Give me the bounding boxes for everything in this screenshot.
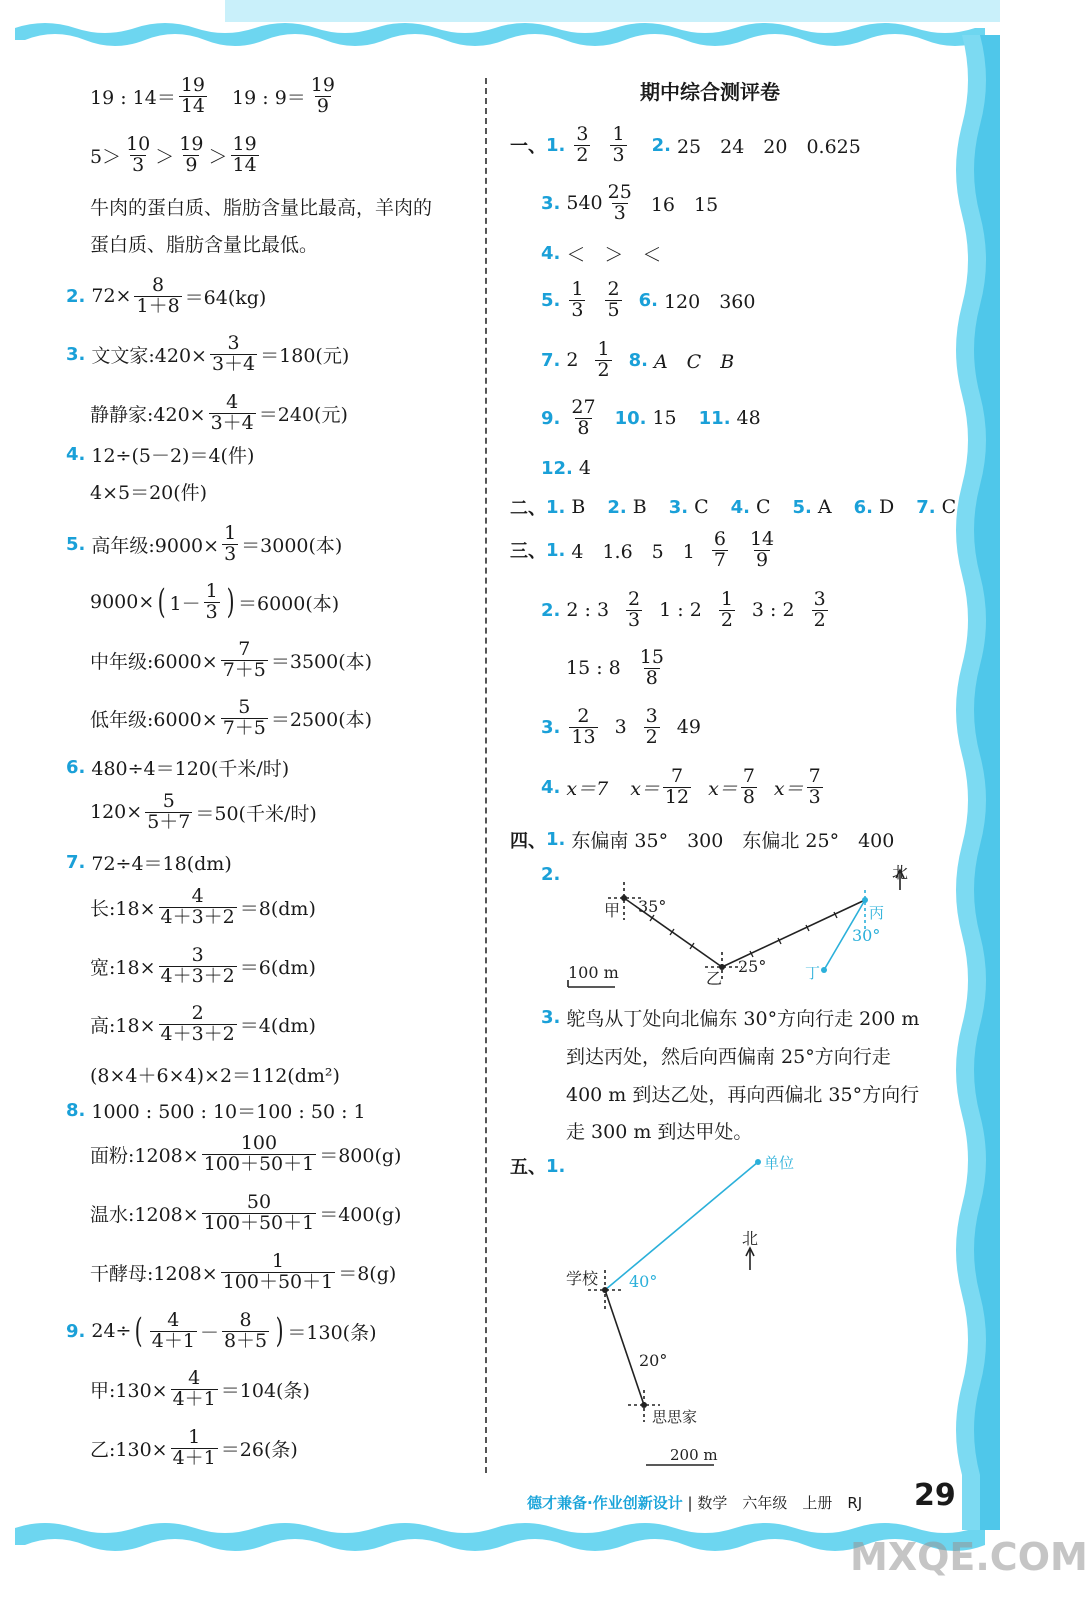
answer-line: 3. 鸵鸟从丁处向北偏东 30°方向行走 200 m: [541, 1007, 920, 1030]
answer-line: 中年级:6000× $\frac{7}{7+5}$ ＝3500(本): [90, 638, 373, 681]
answer-line: 8. 1000 : 500 : 10＝100 : 50 : 1: [66, 1100, 366, 1123]
answer-line: 静静家:420× $\frac{4}{3+4}$ ＝240(元): [90, 391, 348, 434]
answer-line: 9. 27 8 10. 15 11. 48: [541, 396, 761, 439]
answer-line: 9. 24÷ ( 4 4＋1 － 8 8＋5 ) ＝130(条): [66, 1309, 377, 1352]
answer-line: 高:18× $\frac{2}{4+3+2}$ ＝4(dm): [90, 1002, 316, 1045]
answer-line: 6. 480÷4＝120(千米/时): [66, 757, 290, 780]
answer-line: 面粉:1208× $\frac{100}{100+50+1}$ ＝800(g): [90, 1132, 402, 1175]
point-ding-label: 丁: [805, 964, 821, 982]
answer-line: 宽:18× $\frac{3}{4+3+2}$ ＝6(dm): [90, 944, 316, 987]
angle-label: 25°: [738, 957, 767, 976]
answer-line: 一、 1. 3 2 1 3 2. 25 24 20 0.625: [510, 123, 861, 166]
unit-label: 单位: [764, 1154, 795, 1172]
point-bing-label: 丙: [869, 904, 885, 922]
page-footer: 德才兼备·作业创新设计 | 数学 六年级 上册 RJ: [527, 1494, 863, 1512]
answer-line: 120× $\frac{5}{5+7}$ ＝50(千米/时): [90, 790, 317, 833]
answer-line: 5. 1 3 2 5 6. 120 360: [541, 278, 756, 321]
footer-info: 数学 六年级 上册 RJ: [697, 1494, 863, 1512]
scale-label: 100 m: [568, 963, 619, 982]
answer-line: 温水:1208× $\frac{50}{100+50+1}$ ＝400(g): [90, 1191, 402, 1234]
answer-line: 3. 文文家:420× $\frac{3}{3+4}$ ＝180(元): [66, 332, 350, 375]
answer-text: 牛肉的蛋白质、脂肪含量比最高，羊肉的: [90, 197, 433, 219]
answer-line: 三、 1. 4 1.6 5 1 6 7 14 9: [510, 528, 775, 571]
answer-line: 3. 540 25 3 16 15: [541, 181, 719, 224]
fraction: 19 14: [232, 133, 257, 176]
angle-label: 20°: [639, 1351, 668, 1370]
answer-line: 4. 12÷(5－2)＝4(件): [66, 444, 255, 467]
answer-line: 7. 2 1 2 8. A C B: [541, 338, 735, 381]
answer-line: 7. 72÷4＝18(dm): [66, 852, 232, 875]
point-jia-label: 甲: [604, 901, 621, 920]
answer-line: 四、 1. 东偏南 35° 300 东偏北 25° 400: [510, 829, 895, 852]
angle-label: 35°: [638, 897, 667, 916]
page-title: 期中综合测评卷: [640, 80, 780, 104]
footer-brand: 德才兼备·作业创新设计: [527, 1494, 683, 1512]
north-label: 北: [891, 863, 909, 882]
answer-line: 二、 1. B 2. B 3. C 4. C 5. A 6. D 7. C: [510, 496, 957, 519]
answer-text: 400 m 到达乙处，再向西偏北 35°方向行: [566, 1084, 920, 1106]
route-diagram: [560, 860, 920, 995]
watermark: MXQE.COM: [850, 1535, 1088, 1579]
answer-text: 蛋白质、脂肪含量比最低。: [90, 234, 319, 256]
answer-line: 9000× ( 1－ 1 3 ) ＝6000(本): [90, 580, 340, 623]
answer-line: (8×4＋6×4)×2＝112(dm²): [90, 1065, 340, 1087]
home-label: 思思家: [652, 1408, 698, 1426]
answer-line: 15 : 8 15 8: [566, 646, 664, 689]
fraction: 19 14: [180, 74, 206, 117]
school-label: 学校: [566, 1269, 599, 1288]
answer-text: 走 300 m 到达甲处。: [566, 1121, 753, 1143]
north-label: 北: [741, 1229, 759, 1248]
point-yi-label: 乙: [706, 969, 723, 988]
answer-line: 4×5＝20(件): [90, 482, 208, 504]
angle-label: 40°: [629, 1272, 658, 1291]
school-route-diagram: [560, 1150, 820, 1470]
answer-line: 干酵母:1208× $\frac{1}{100+50+1}$ ＝8(g): [90, 1250, 397, 1293]
scale-label: 200 m: [670, 1446, 718, 1464]
answer-line: 五、 1.: [510, 1155, 566, 1178]
fraction: 19 9: [310, 74, 335, 117]
answer-line: 2. 2 : 3 2 3 1 : 2 1 2 3 : 2 3 2: [541, 588, 826, 631]
answer-line: 长:18× $\frac{4}{4+3+2}$ ＝8(dm): [90, 885, 316, 928]
fraction: 19 9: [179, 133, 204, 176]
answer-line: 3. 2 13 3 3 2 49: [541, 705, 701, 748]
answer-line: 甲:130× $\frac{4}{4+1}$ ＝104(条): [90, 1367, 310, 1410]
angle-label: 30°: [852, 926, 881, 945]
column-divider: [485, 78, 487, 1473]
answer-line: 5＞ 10 3 ＞ 19 9 ＞ 19 14: [90, 133, 257, 176]
answer-line: 乙:130× $\frac{1}{4+1}$ ＝26(条): [90, 1426, 298, 1469]
answer-line: 12. 4: [541, 457, 591, 479]
answer-line: 4. x＝7 x＝ 7 12 x＝ 7 8 x＝ 7 3: [541, 765, 821, 808]
answer-line: 5. 高年级:9000× $\frac{1}{3}$ ＝3000(本): [66, 522, 343, 565]
fraction: 10 3: [126, 133, 151, 176]
answer-line: 低年级:6000× $\frac{5}{7+5}$ ＝2500(本): [90, 696, 373, 739]
answer-line: 2. 72× $\frac{8}{1+8}$ ＝64(kg): [66, 274, 267, 317]
answer-text: 到达丙处，然后向西偏南 25°方向行走: [566, 1046, 891, 1068]
answer-line: 4. ＜ ＞ ＜: [541, 243, 662, 266]
page-number: 29: [914, 1478, 956, 1513]
answer-line: 19 : 14＝ 19 14 19 : 9＝ 19 9: [90, 74, 335, 117]
answer-line: 2.: [541, 864, 561, 885]
